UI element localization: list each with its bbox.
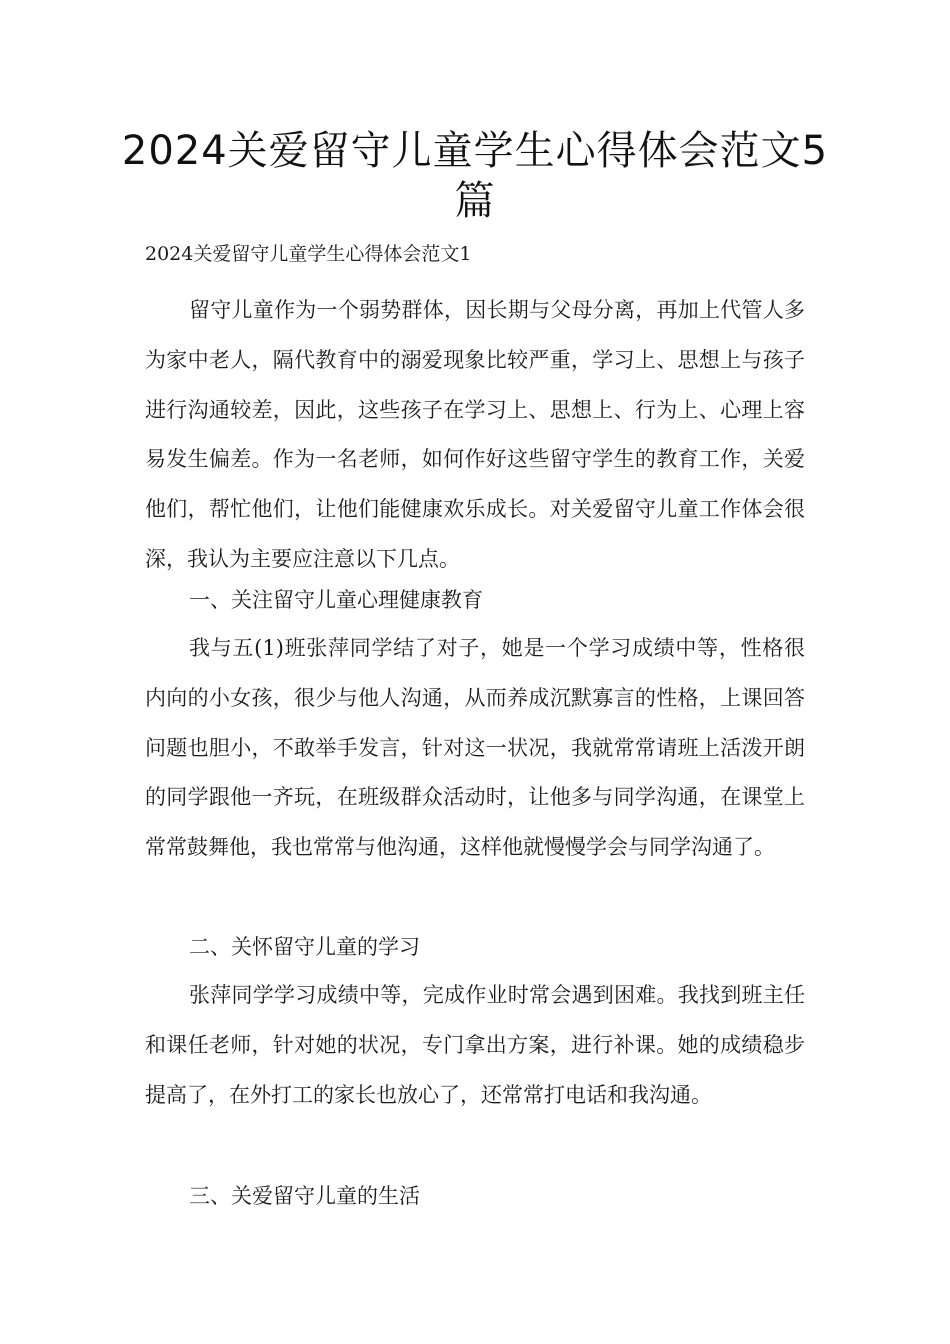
heading-life: 三、关爱留守儿童的生活 [189, 1184, 420, 1208]
paragraph-intro: 留守儿童作为一个弱势群体，因长期与父母分离，再加上代管人多为家中老人，隔代教育中的溺爱现象比较严重，学习上、思想上与孩子进行沟通较差，因此，这些孩子在学习上、思想上、行为上、心理上容易发生偏差。作为一名老师，如何作好这些留守学生的教育工作，关爱他们，帮忙他们，让他们能健康欢乐成长。对关爱留守儿童工作体会很深，我认为主要应注意以下几点。 [145, 298, 805, 571]
paragraph-study: 张萍同学学习成绩中等，完成作业时常会遇到困难。我找到班主任和课任老师，针对她的状况，专门拿出方案，进行补课。她的成绩稳步提高了，在外打工的家长也放心了，还常常打电话和我沟通。 [145, 983, 805, 1107]
heading-study: 二、关怀留守儿童的学习 [189, 935, 420, 959]
document-title: 2024关爱留守儿童学生心得体会范文5篇 [121, 128, 829, 224]
paragraph-psychology: 我与五(1)班张萍同学结了对子，她是一个学习成绩中等，性格很内向的小女孩，很少与他人沟通，从而养成沉默寡言的性格，上课回答问题也胆小，不敢举手发言，针对这一状况，我就常常请班上活泼开朗的同学跟他一齐玩，在班级群众活动时，让他多与同学沟通，在课堂上常常鼓舞他，我也常常与他沟通，这样他就慢慢学会与同学沟通了。 [145, 636, 805, 860]
heading-psychology: 一、关注留守儿童心理健康教育 [189, 588, 483, 612]
section-subtitle: 2024关爱留守儿童学生心得体会范文1 [145, 243, 472, 265]
